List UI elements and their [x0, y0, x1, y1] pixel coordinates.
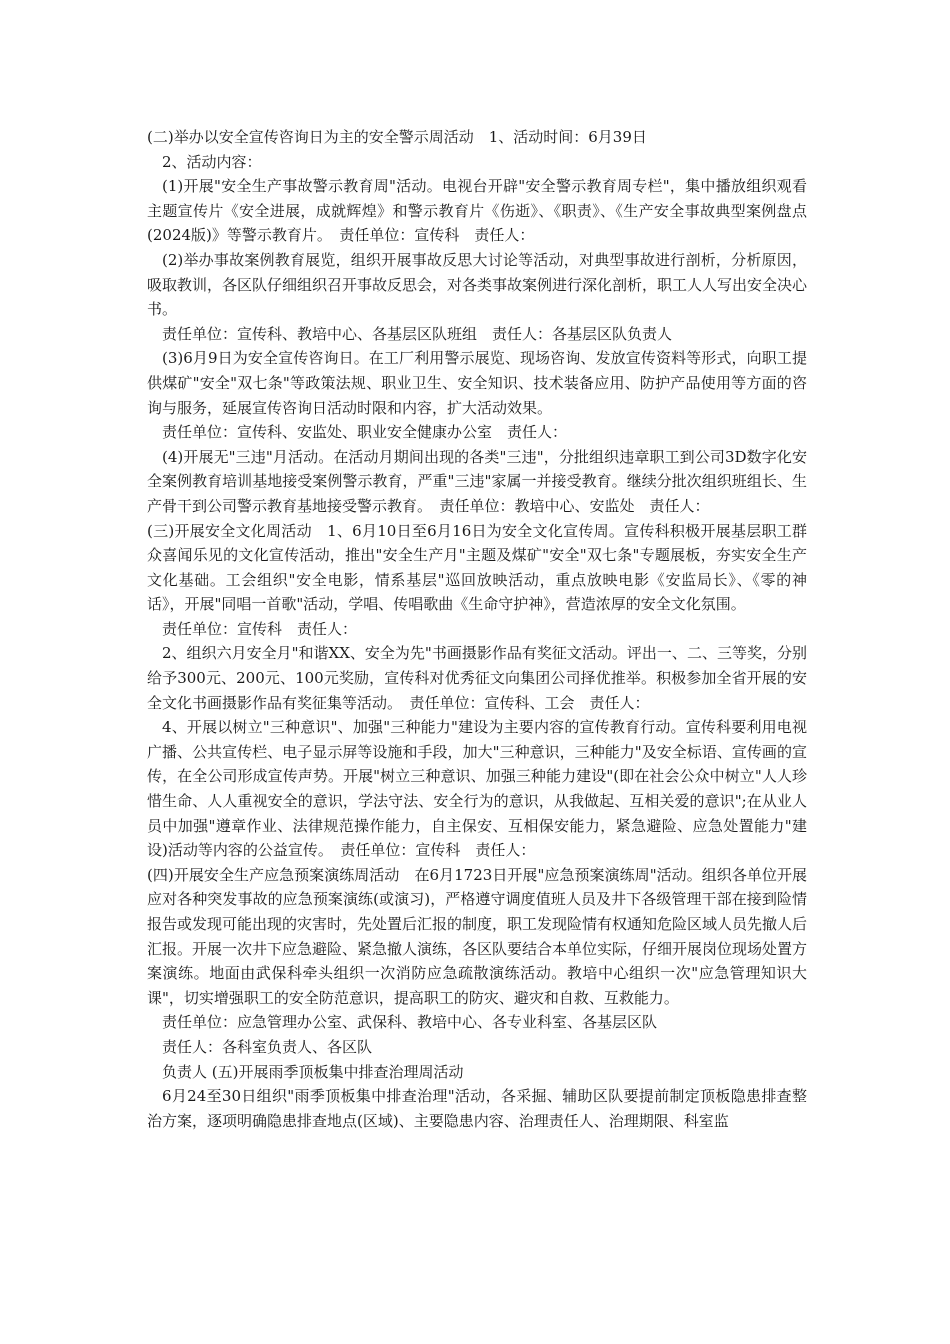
paragraph: 责任单位：宣传科 责任人：	[162, 619, 358, 638]
paragraph: 6月24至30日组织"雨季顶板集中排查治理"活动，各采掘、辅助区队要提前制定顶板隐患排查整治方案，逐项明确隐患排查地点(区域)、主要隐患内容、治理责任人、治理期限、科室监	[147, 1087, 807, 1130]
paragraph: (1)开展"安全生产事故警示教育周"活动。电视台开辟"安全警示教育周专栏"，集中播放组织观看主题宣传片《安全进展，成就辉煌》和警示教育片《伤逝》、《职责》、《生产安全事故典型案例盘点(2024版)》等警示教育片。 责任单位：宣传科 责任人：	[147, 177, 807, 245]
paragraph: 2、组织六月安全月"和谐XX、安全为先"书画摄影作品有奖征文活动。评出一、二、三等奖，分别给予300元、200元、100元奖励，宣传科对优秀征文向集团公司择优推举。积极参加全省开展的安全文化书画摄影作品有奖征集等活动。 责任单位：宣传科、工会 责任人：	[147, 644, 807, 712]
paragraph: (2)举办事故案例教育展览，组织开展事故反思大讨论等活动，对典型事故进行剖析，分析原因，吸取教训，各区队仔细组织召开事故反思会，对各类事故案例进行深化剖析，职工人人写出安全决心书。	[147, 250, 808, 319]
paragraph: 负责人 (五)开展雨季顶板集中排查治理周活动	[162, 1062, 464, 1081]
paragraph: (4)开展无"三违"月活动。在活动月期间出现的各类"三违"，分批组织违章职工到公司3D数字化安全案例教育培训基地接受案例警示教育，严重"三违"家属一并接受教育。继续分批次组织班组长、生产骨干到公司警示教育基地接受警示教育。 责任单位：教培中心、安监处 责任人：	[147, 447, 807, 515]
paragraph: 4、开展以树立"三种意识"、加强"三种能力"建设为主要内容的宣传教育行动。宣传科要利用电视广播、公共宣传栏、电子显示屏等设施和手段，加大"三种意识，三种能力"及安全标语、宣传画的宣传，在全公司形成宣传声势。开展"树立三种意识、加强三种能力建设"(即在社会公众中树立"人人珍惜生命、人人重视安全的意识，学法守法、安全行为的意识，从我做起、互相关爱的意识";在从业人员中加强"遵章作业、法律规范操作能力，自主保安、互相保安能力，紧急避险、应急处置能力"建设)活动等内容的公益宣传。 责任单位：宣传科 责任人：	[147, 718, 807, 860]
paragraph: 责任单位：宣传科、安监处、职业安全健康办公室 责任人：	[162, 423, 568, 442]
paragraph: (3)6月9日为安全宣传咨询日。在工厂利用警示展览、现场咨询、发放宣传资料等形式，向职工提供煤矿"安全"双七条"等政策法规、职业卫生、安全知识、技术装备应用、防护产品使用等方面的咨询与服务，延展宣传咨询日活动时限和内容，扩大活动效果。	[147, 349, 807, 417]
paragraph: 责任单位：应急管理办公室、武保科、教培中心、各专业科室、各基层区队	[162, 1013, 658, 1032]
paragraph: (二)举办以安全宣传咨询日为主的安全警示周活动 1、活动时间：6月39日	[147, 128, 647, 146]
paragraph: 2、活动内容：	[162, 152, 262, 171]
paragraph: 责任人：各科室负责人、各区队	[162, 1037, 373, 1056]
paragraph: 责任单位：宣传科、教培中心、各基层区队班组 责任人：各基层区队负责人	[162, 324, 673, 343]
paragraph: (四)开展安全生产应急预案演练周活动 在6月1723日开展"应急预案演练周"活动。组织各单位开展应对各种突发事故的应急预案演练(或演习)，严格遵守调度值班人员及井下各级管理干部在接到险情报告或发现可能出现的灾害时，先处置后汇报的制度，职工发现险情有权通知危险区域人员先撤人后汇报。开展一次井下应急避险、紧急撤人演练，各区队要结合本单位实际，仔细开展岗位现场处置方案演练。地面由武保科牵头组织一次消防应急疏散演练活动。教培中心组织一次"应急管理知识大课"，切实增强职工的安全防范意识，提高职工的防灾、避灾和自救、互救能力。	[147, 865, 808, 1007]
paragraph: (三)开展安全文化周活动 1、6月10日至6月16日为安全文化宣传周。宣传科积极开展基层职工群众喜闻乐见的文化宣传活动，推出"安全生产月"主题及煤矿"安全"双七条"专题展板，夯实安全生产文化基础。工会组织"安全电影，情系基层"巡回放映活动，重点放映电影《安监局长》、《零的神话》，开展"同唱一首歌"活动，学唱、传唱歌曲《生命守护神》，营造浓厚的安全文化氛围。	[147, 521, 807, 614]
document-body	[147, 125, 807, 1133]
